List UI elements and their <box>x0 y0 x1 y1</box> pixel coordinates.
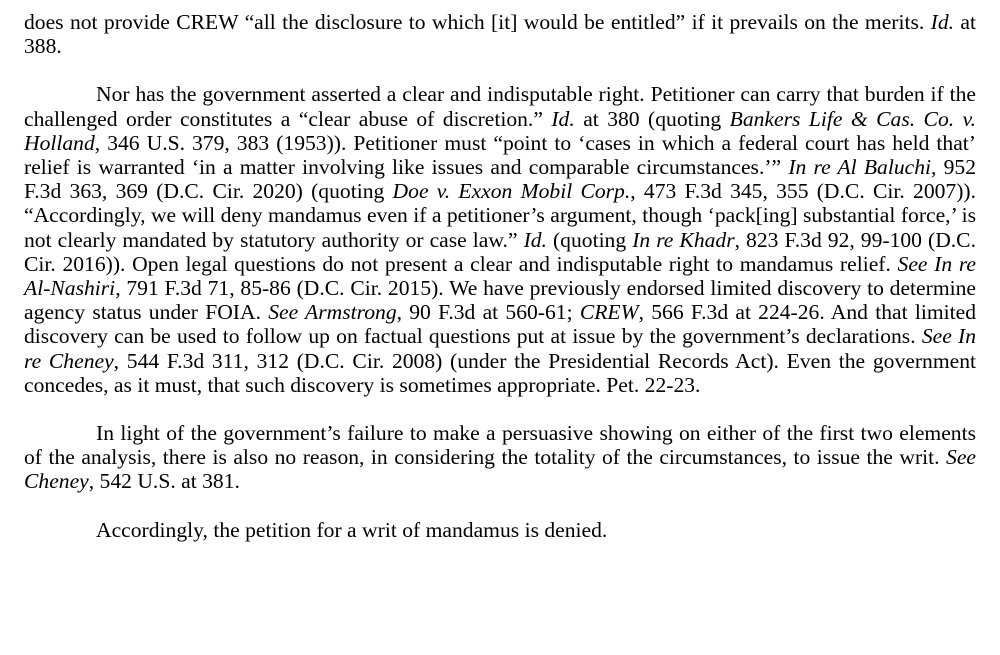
citation-italic: CREW <box>579 300 639 325</box>
paragraph-2 <box>24 82 976 397</box>
text-run: does not provide CREW “all the disclosure to which [it] would be entitled” if it prevails on the merits. <box>24 10 931 34</box>
text-run: , 791 F.3d 71, 85-86 (D.C. Cir. 2015). We have previously endorsed limited discovery to determine agency status under FOIA. <box>24 276 976 325</box>
text-run: , 473 F.3d 345, 355 (D.C. Cir. 2007)). “Accordingly, we will deny mandamus even if a petitioner’s argument, though ‘pack[ing] substantial force,’ is not clearly mandated by statutory authority or case law.” <box>24 179 976 252</box>
text-run: (quoting <box>546 227 633 252</box>
text-run: at 380 (quoting <box>574 106 730 131</box>
citation-italic: Bankers Life & Cas. Co. v. Holland <box>24 106 976 155</box>
citation-italic: See Cheney <box>24 445 976 494</box>
citation-italic: Id. <box>930 10 955 34</box>
citation-italic: Id. <box>551 106 575 131</box>
citation-italic: In re Al Baluchi <box>788 155 932 180</box>
document-page <box>24 10 976 542</box>
citation-italic: See In re Cheney <box>24 324 976 373</box>
text-run: , 544 F.3d 311, 312 (D.C. Cir. 2008) (under the Presidential Records Act). Even the government concedes, as it must, that such discovery is sometimes appropriate. Pet. 22-23. <box>24 348 976 397</box>
text-run: In light of the government’s failure to make a persuasive showing on either of the first two elements of the analysis, there is also no reason, in considering the totality of the circumstances, to issue the writ. <box>24 421 976 470</box>
citation-italic: In re Khadr <box>632 227 735 252</box>
text-run: , 346 U.S. 379, 383 (1953)). Petitioner must “point to ‘cases in which a federal court has held that’ relief is warranted ‘in a matter involving like issues and comparable circumstances.’” <box>24 130 976 180</box>
text-run: , 542 U.S. at 381. <box>88 469 240 494</box>
text-run: at 388. <box>24 10 976 59</box>
paragraph-1 <box>24 10 976 58</box>
paragraph-4 <box>24 518 976 542</box>
citation-italic: Doe v. Exxon Mobil Corp. <box>392 179 631 204</box>
text-run: , 823 F.3d 92, 99-100 (D.C. Cir. 2016)). Open legal questions do not present a clear and indisputable right to mandamus relief. <box>24 227 976 276</box>
text-run: , 952 F.3d 363, 369 (D.C. Cir. 2020) (quoting <box>24 155 976 204</box>
citation-italic: Id. <box>523 227 547 252</box>
citation-italic: See In re Al-Nashiri <box>24 251 977 301</box>
paragraph-3 <box>24 421 976 494</box>
text-run: Accordingly, the petition for a writ of mandamus is denied. <box>96 517 608 542</box>
text-run: , 566 F.3d at 224-26. And that limited discovery can be used to follow up on factual questions put at issue by the government’s declarations. <box>24 300 976 349</box>
citation-italic: See Armstrong <box>268 300 397 325</box>
text-run: Nor has the government asserted a clear and indisputable right. Petitioner can carry that burden if the challenged order constitutes a “clear abuse of discretion.” <box>24 82 976 131</box>
text-run: , 90 F.3d at 560-61; <box>396 300 580 325</box>
